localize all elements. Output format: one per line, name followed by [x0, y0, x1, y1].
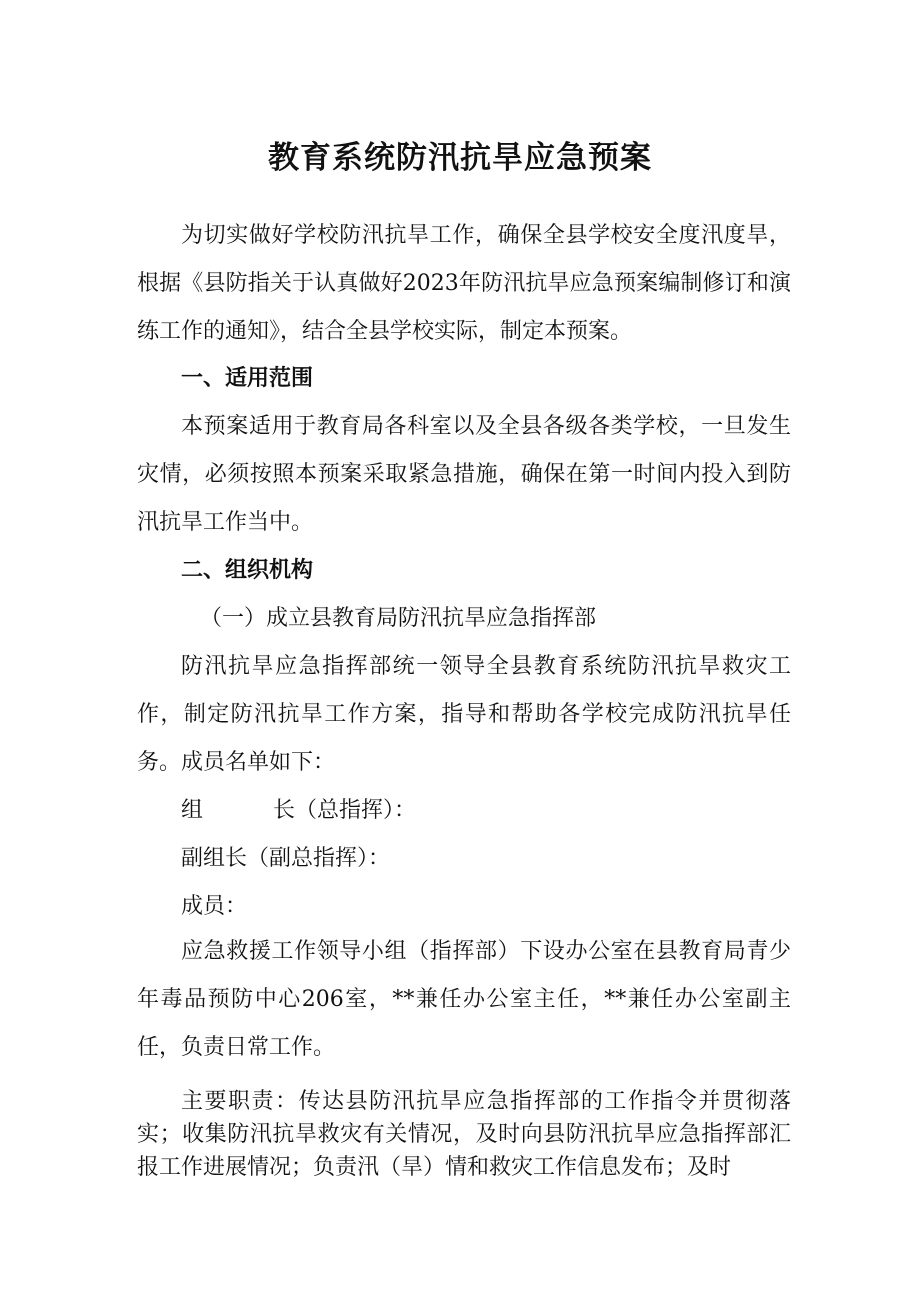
- section1-body: 本预案适用于教育局各科室以及全县各级各类学校，一旦发生灾情，必须按照本预案采取紧急措施，确保在第一时间内投入到防汛抗旱工作当中。: [137, 414, 791, 535]
- office-paragraph: 应急救援工作领导小组（指挥部）下设办公室在县教育局青少年毒品预防中心206室，**兼任办公室主任，**兼任办公室副主任，负责日常工作。: [137, 939, 791, 1060]
- intro-paragraph: 为切实做好学校防汛抗旱工作，确保全县学校安全度汛度旱，根据《县防指关于认真做好2023年防汛抗旱应急预案编制修订和演练工作的通知》，结合全县学校实际，制定本预案。: [137, 223, 791, 344]
- leader-label-a: 组: [181, 798, 204, 823]
- duties-paragraph: 主要职责：传达县防汛抗旱应急指挥部的工作指令并贯彻落实；收集防汛抗旱救灾有关情况，及时向县防汛抗旱应急指挥部汇报工作进展情况；负责汛（旱）情和救灾工作信息发布；及时: [137, 1089, 791, 1180]
- section1-heading: 一、适用范围: [181, 366, 314, 391]
- leader-label-b: 长（总指挥）：: [273, 798, 417, 823]
- section2-body: 防汛抗旱应急指挥部统一领导全县教育系统防汛抗旱救灾工作，制定防汛抗旱工作方案，指导和帮助各学校完成防汛抗旱任务。成员名单如下：: [137, 654, 791, 775]
- leader-line: [181, 787, 416, 835]
- document-title: 教育系统防汛抗旱应急预案: [268, 140, 652, 176]
- section2-heading: 二、组织机构: [181, 558, 314, 583]
- members-line: 成员：: [181, 894, 248, 919]
- section2-subheading: （一）成立县教育局防汛抗旱应急指挥部: [200, 606, 597, 631]
- deputy-line: 副组长（副总指挥）：: [181, 846, 391, 871]
